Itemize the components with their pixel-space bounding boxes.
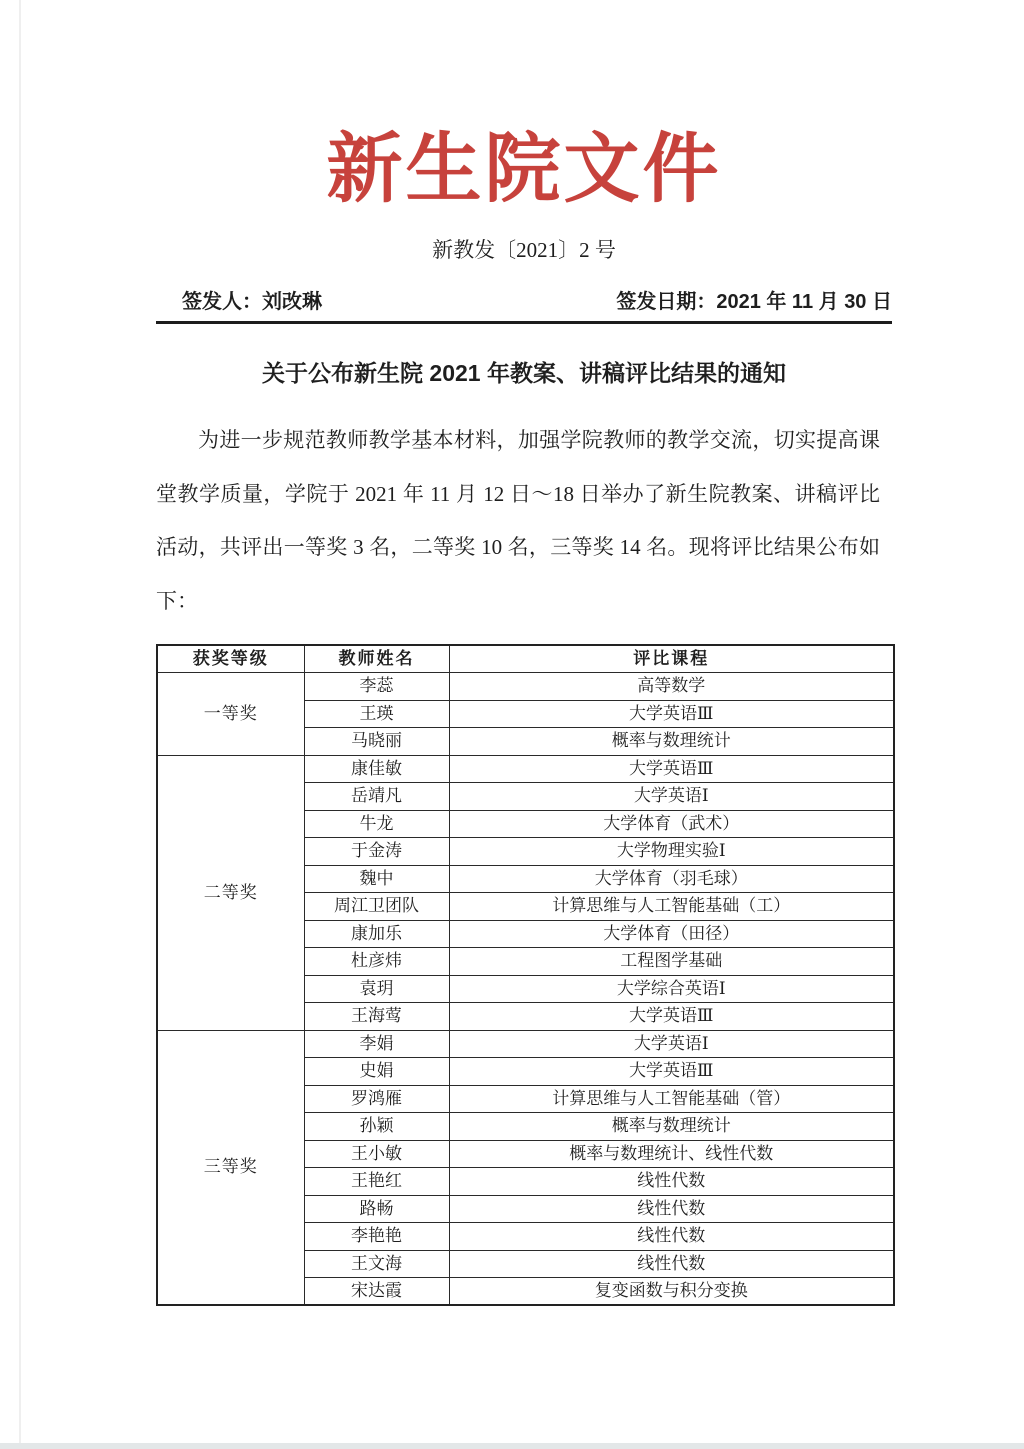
course-cell: 大学体育（田径） — [449, 920, 894, 948]
course-cell: 概率与数理统计、线性代数 — [449, 1140, 894, 1168]
scan-edge-artifact — [19, 0, 21, 1449]
teacher-name-cell: 魏中 — [304, 865, 449, 893]
award-cell: 二等奖 — [157, 755, 304, 1030]
course-cell: 大学英语Ⅲ — [449, 1058, 894, 1086]
course-cell: 大学物理实验Ⅰ — [449, 838, 894, 866]
document-page — [156, 0, 892, 1449]
course-cell: 计算思维与人工智能基础（管） — [449, 1085, 894, 1113]
table-row — [157, 673, 894, 701]
table-row — [157, 1030, 894, 1058]
teacher-name-cell: 王艳红 — [304, 1168, 449, 1196]
sign-date-label: 签发日期： — [616, 291, 717, 313]
award-cell: 一等奖 — [157, 673, 304, 756]
results-table-head — [157, 645, 894, 673]
teacher-name-cell: 于金涛 — [304, 838, 449, 866]
teacher-name-cell: 杜彦炜 — [304, 948, 449, 976]
body-paragraph: 为进一步规范教师教学基本材料，加强学院教师的教学交流，切实提高课堂教学质量，学院于 2021 年 11 月 12 日～18 日举办了新生院教案、讲稿评比活动，共评出一等奖 3 名，二等奖 10 名，三等奖 14 名。现将评比结果公布如下： — [156, 428, 880, 613]
teacher-name-cell: 康加乐 — [304, 920, 449, 948]
teacher-name-cell: 康佳敏 — [304, 755, 449, 783]
course-cell: 线性代数 — [449, 1195, 894, 1223]
course-cell: 大学体育（武术） — [449, 810, 894, 838]
teacher-name-cell: 岳靖凡 — [304, 783, 449, 811]
teacher-name-cell: 袁玥 — [304, 975, 449, 1003]
course-cell: 大学英语Ⅰ — [449, 783, 894, 811]
sign-row — [156, 289, 892, 315]
course-cell: 线性代数 — [449, 1250, 894, 1278]
sign-date — [616, 289, 892, 315]
teacher-name-cell: 罗鸿雁 — [304, 1085, 449, 1113]
course-cell: 线性代数 — [449, 1223, 894, 1251]
header-row — [157, 645, 894, 673]
teacher-name-cell: 马晓丽 — [304, 728, 449, 756]
scan-edge-artifact — [0, 1443, 1024, 1449]
course-cell: 大学英语Ⅰ — [449, 1030, 894, 1058]
divider-rule — [156, 321, 892, 324]
teacher-name-cell: 王海莺 — [304, 1003, 449, 1031]
course-cell: 复变函数与积分变换 — [449, 1278, 894, 1306]
column-header: 获奖等级 — [157, 645, 304, 673]
notice-title: 关于公布新生院 2021 年教案、讲稿评比结果的通知 — [262, 360, 786, 386]
course-cell: 线性代数 — [449, 1168, 894, 1196]
signer — [182, 289, 322, 315]
results-table-body — [157, 673, 894, 1306]
course-cell: 概率与数理统计 — [449, 1113, 894, 1141]
signer-name: 刘改琳 — [262, 291, 322, 313]
sign-date-value: 2021 年 11 月 30 日 — [716, 291, 892, 313]
course-cell: 大学英语Ⅲ — [449, 755, 894, 783]
teacher-name-cell: 宋达霞 — [304, 1278, 449, 1306]
teacher-name-cell: 李艳艳 — [304, 1223, 449, 1251]
teacher-name-cell: 路畅 — [304, 1195, 449, 1223]
course-cell: 概率与数理统计 — [449, 728, 894, 756]
teacher-name-cell: 史娟 — [304, 1058, 449, 1086]
course-cell: 计算思维与人工智能基础（工） — [449, 893, 894, 921]
signer-label: 签发人： — [182, 291, 262, 313]
column-header: 教师姓名 — [304, 645, 449, 673]
letterhead-title: 新生院文件 — [326, 127, 722, 212]
teacher-name-cell: 牛龙 — [304, 810, 449, 838]
course-cell: 大学英语Ⅲ — [449, 700, 894, 728]
award-cell: 三等奖 — [157, 1030, 304, 1305]
course-cell: 高等数学 — [449, 673, 894, 701]
teacher-name-cell: 周江卫团队 — [304, 893, 449, 921]
teacher-name-cell: 李娟 — [304, 1030, 449, 1058]
teacher-name-cell: 李蕊 — [304, 673, 449, 701]
doc-number: 新教发〔2021〕2 号 — [432, 238, 616, 262]
table-row — [157, 755, 894, 783]
results-table — [156, 644, 895, 1306]
teacher-name-cell: 王瑛 — [304, 700, 449, 728]
teacher-name-cell: 孙颖 — [304, 1113, 449, 1141]
column-header: 评比课程 — [449, 645, 894, 673]
course-cell: 工程图学基础 — [449, 948, 894, 976]
course-cell: 大学英语Ⅲ — [449, 1003, 894, 1031]
teacher-name-cell: 王小敏 — [304, 1140, 449, 1168]
teacher-name-cell: 王文海 — [304, 1250, 449, 1278]
course-cell: 大学综合英语Ⅰ — [449, 975, 894, 1003]
course-cell: 大学体育（羽毛球） — [449, 865, 894, 893]
